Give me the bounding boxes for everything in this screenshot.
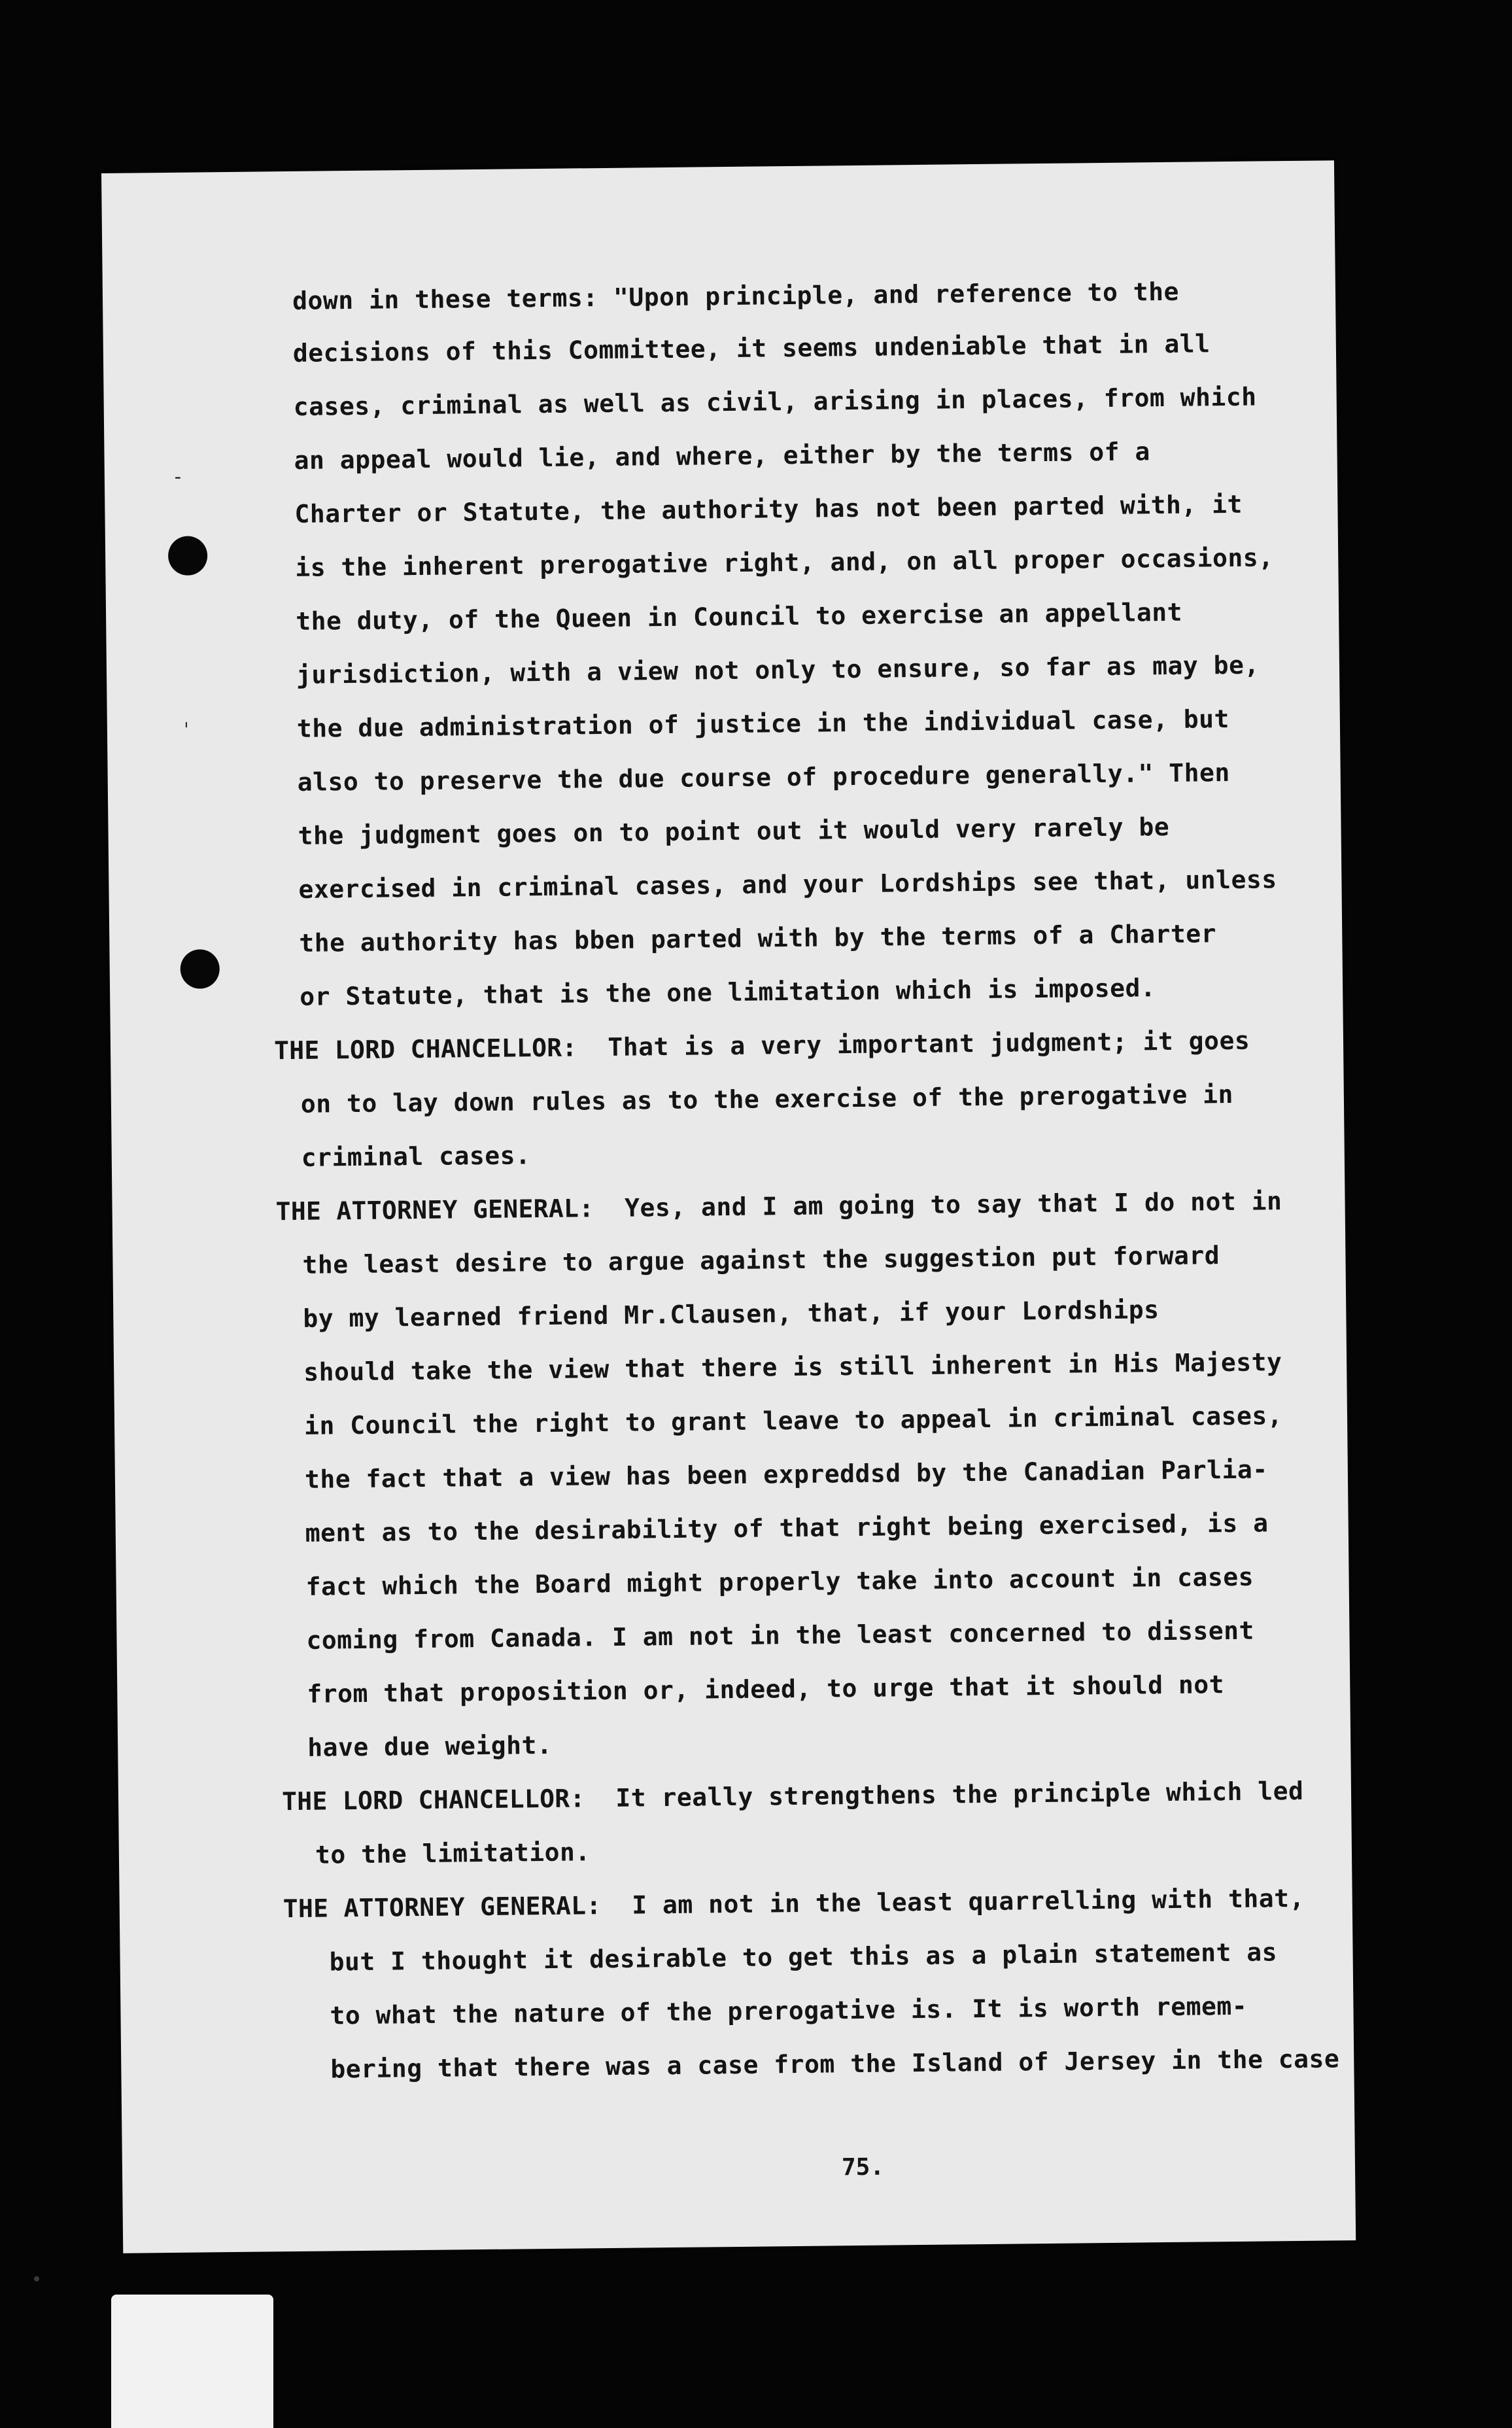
text-line: also to preserve the due course of procedure generally." Then bbox=[297, 757, 1230, 797]
text-line: to what the nature of the prerogative is. It is worth remem- bbox=[330, 1991, 1248, 2030]
text-line: the duty, of the Queen in Council to exercise an appellant bbox=[295, 597, 1183, 636]
text-line: jurisdiction, with a view not only to ensure, so far as may be, bbox=[296, 650, 1260, 689]
text-line: decisions of this Committee, it seems undeniable that in all bbox=[292, 329, 1211, 368]
text-line: bering that there was a case from the Island of Jersey in the case bbox=[330, 2044, 1340, 2084]
text-line: the due administration of justice in the individual case, but bbox=[296, 704, 1230, 743]
speech-line bbox=[275, 1187, 1282, 1226]
speaker-label: THE ATTORNEY GENERAL: bbox=[275, 1194, 594, 1226]
text-line: an appeal would lie, and where, either by the terms of a bbox=[294, 437, 1150, 475]
speaker-label: THE ATTORNEY GENERAL: bbox=[283, 1891, 602, 1924]
speech-line bbox=[282, 1777, 1304, 1816]
text-line: coming from Canada. I am not in the least concerned to dissent bbox=[306, 1616, 1255, 1655]
text-line: should take the view that there is still inherent in His Majesty bbox=[303, 1347, 1282, 1387]
text-line: on to lay down rules as to the exercise of the prerogative in bbox=[300, 1079, 1234, 1119]
film-speck bbox=[34, 2276, 39, 2281]
text-line: exercised in criminal cases, and your Lordships see that, unless bbox=[298, 865, 1277, 904]
punch-hole-top bbox=[168, 536, 208, 576]
speaker-label: THE LORD CHANCELLOR: bbox=[281, 1784, 585, 1816]
text-line: the authority has bben parted with by the terms of a Charter bbox=[299, 919, 1217, 958]
text-line: ment as to the desirability of that right being exercised, is a bbox=[305, 1508, 1269, 1548]
punch-hole-bottom bbox=[180, 949, 220, 989]
page-number: 75. bbox=[841, 2153, 885, 2181]
document-page bbox=[101, 160, 1356, 2253]
speech-text: Yes, and I am going to say that I do not in bbox=[624, 1187, 1282, 1223]
margin-mark: - bbox=[171, 465, 184, 489]
text-line: cases, criminal as well as civil, arising in places, from which bbox=[293, 382, 1257, 421]
film-frame-tab bbox=[111, 2295, 273, 2428]
speech-text: That is a very important judgment; it goes bbox=[608, 1026, 1250, 1062]
text-line: in Council the right to grant leave to appeal in criminal cases, bbox=[303, 1401, 1283, 1440]
text-line: but I thought it desirable to get this as a plain statement as bbox=[329, 1937, 1278, 1977]
speech-text: It really strengthens the principle which led bbox=[615, 1776, 1304, 1812]
text-line: is the inherent prerogative right, and, on all proper occasions, bbox=[295, 543, 1274, 582]
text-line: fact which the Board might properly take into account in cases bbox=[305, 1562, 1254, 1601]
text-line: the fact that a view has been expreddsd by the Canadian Parlia- bbox=[304, 1455, 1268, 1494]
speech-line bbox=[274, 1026, 1250, 1066]
text-line: to the limitation. bbox=[315, 1837, 591, 1869]
speaker-label: THE LORD CHANCELLOR: bbox=[273, 1033, 577, 1066]
text-line: the least desire to argue against the suggestion put forward bbox=[302, 1241, 1220, 1279]
text-line: criminal cases. bbox=[301, 1141, 531, 1172]
text-line: the judgment goes on to point out it would very rarely be bbox=[298, 812, 1170, 850]
text-line: Charter or Statute, the authority has not been parted with, it bbox=[294, 489, 1243, 529]
speech-line bbox=[283, 1884, 1305, 1923]
text-line: or Statute, that is the one limitation which is imposed. bbox=[299, 973, 1156, 1011]
speech-text: I am not in the least quarrelling with that, bbox=[632, 1883, 1305, 1920]
text-line: by my learned friend Mr.Clausen, that, if your Lordships bbox=[303, 1295, 1160, 1333]
text-line: have due weight. bbox=[307, 1730, 553, 1762]
margin-mark: ˌ bbox=[180, 706, 192, 730]
text-line: down in these terms: "Upon principle, and reference to the bbox=[292, 277, 1180, 315]
text-line: from that proposition or, indeed, to urge that it should not bbox=[307, 1670, 1225, 1708]
